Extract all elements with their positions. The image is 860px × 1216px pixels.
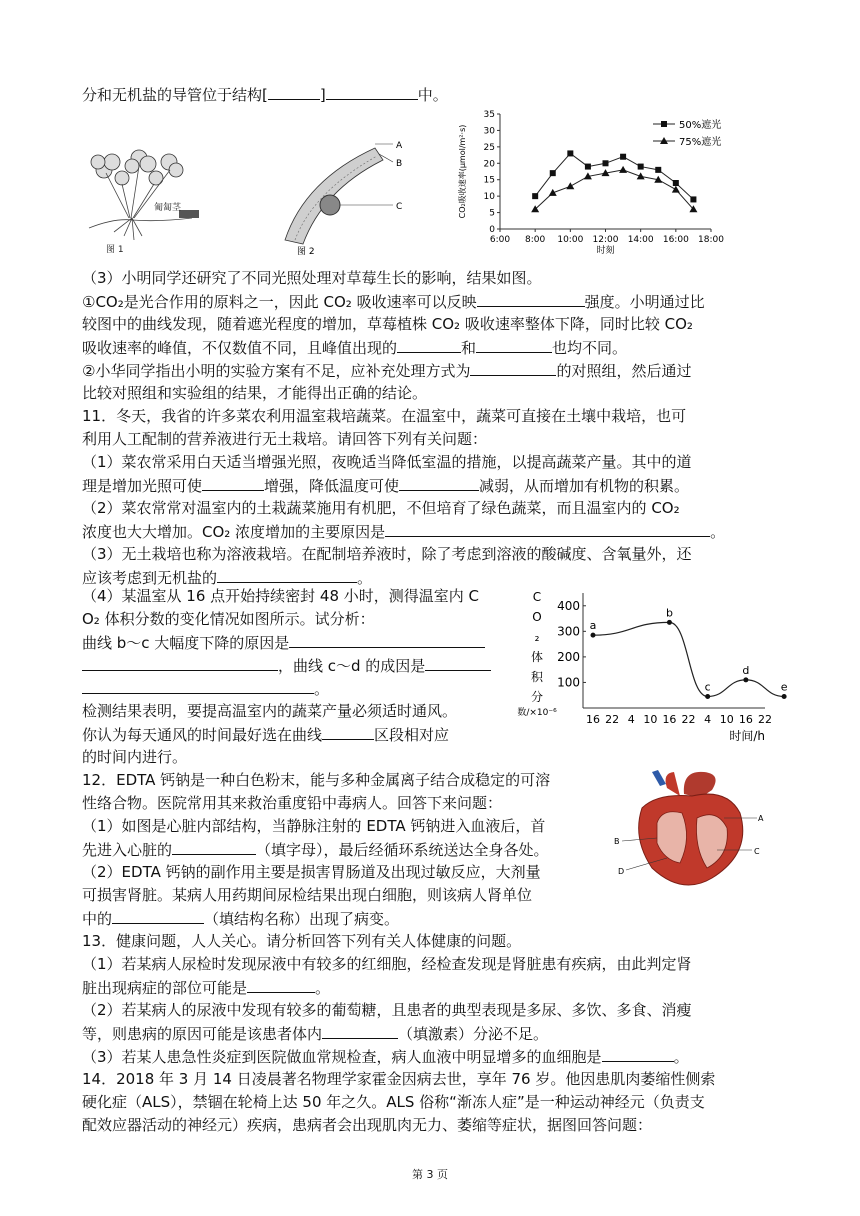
q12-line6 [82, 885, 532, 905]
stem-section-figure [275, 140, 415, 255]
y-axis-label-char: 体 [530, 650, 544, 664]
answer-blank [322, 724, 374, 740]
y-tick-label: 0 [489, 225, 495, 235]
text: （2）菜农常常对温室内的土栽蔬菜施用有机肥，不但培育了绿色蔬菜，而且温室内的 CO₂ [82, 499, 680, 517]
q12-line1 [82, 770, 550, 790]
x-tick-label: 16 [586, 713, 600, 726]
answer-blank [477, 291, 585, 307]
q11-line6 [82, 521, 725, 542]
heart-diagram [612, 768, 772, 898]
answer-blank [112, 908, 204, 924]
curve-point [667, 620, 672, 625]
answer-blank [470, 360, 556, 376]
text: （1）菜农常采用白天适当增强光照，夜晚适当降低室温的措施，以提高蔬菜产量。其中的道 [82, 453, 692, 471]
answer-blank [217, 567, 357, 583]
answer-blank [289, 632, 485, 648]
text: （3）无土栽培也称为溶液栽培。在配制培养液时，除了考虑到溶液的酸碱度、含氧量外，还 [82, 545, 692, 563]
point-label: a [589, 619, 597, 633]
heart-label-b: B [614, 837, 620, 846]
legend-label: 75%遮光 [679, 137, 722, 148]
x-tick-label: 10:00 [557, 235, 584, 245]
q11-line13 [82, 678, 329, 699]
triangle-point [566, 182, 574, 189]
q12-line3 [82, 816, 545, 836]
q12-line7 [82, 908, 399, 929]
q11-line1 [82, 406, 686, 426]
answer-blank [476, 337, 552, 353]
q11-line5 [82, 498, 680, 518]
triangle-point [637, 172, 645, 179]
y-tick-label: 30 [483, 126, 495, 137]
text: 增强，降低温度可使 [264, 477, 400, 495]
x-tick-label: 4 [704, 713, 712, 726]
x-tick-label: 16 [738, 713, 753, 726]
strawberry-plant-figure [84, 148, 214, 253]
x-axis-label: 时刻 [596, 246, 615, 256]
text: ②小华同学指出小明的实验方案有不足，应补充处理方式为 [82, 362, 471, 380]
square-point [585, 164, 591, 170]
text: 等，则患病的原因可能是该患者体内 [82, 1025, 323, 1043]
y-axis-label-char: ₂ [534, 630, 540, 644]
text: 和 [461, 339, 477, 357]
x-tick-label: 12:00 [592, 235, 619, 245]
figure-2-caption: 图 2 [297, 247, 315, 257]
q11-line4 [82, 475, 689, 496]
figure-1-caption: 图 1 [106, 245, 124, 255]
y-tick-label: 200 [557, 649, 580, 664]
text: 14．2018 年 3 月 14 日凌晨著名物理学家霍金因病去世，享年 76 岁。他因患肌肉萎缩性侧索 [82, 1070, 716, 1088]
text: 性络合物。医院常用其来救治重度铅中毒病人。回答下来问题： [82, 794, 503, 812]
y-axis-label: CO₂吸收速率(μmol/m²·s) [458, 124, 467, 219]
q11-line15 [82, 724, 449, 745]
q10-3-line6 [82, 383, 427, 403]
q14-line1 [82, 1069, 715, 1089]
text: 13．健康问题，人人关心。请分析回答下列有关人体健康的问题。 [82, 932, 522, 950]
text: 区段相对应 [374, 726, 450, 744]
text: O₂ 体积分数的变化情况如图所示。试分析： [82, 610, 375, 628]
answer-blank [602, 1046, 674, 1062]
q10-3-line4 [82, 337, 627, 358]
square-point [567, 150, 573, 156]
text: 12．EDTA 钙钠是一种白色粉末，能与多种金属离子结合成稳定的可溶 [82, 771, 551, 789]
curve-point [705, 694, 710, 699]
heart-label-c: C [754, 847, 760, 856]
label-a: A [396, 141, 403, 151]
text: （3）小明同学还研究了不同光照处理对草莓生长的影响，结果如图。 [82, 269, 542, 287]
text: （1）如图是心脏内部结构，当静脉注射的 EDTA 钙钠进入血液后，首 [82, 817, 546, 835]
q11-line12 [82, 655, 491, 676]
text: （填结构名称）出现了病变。 [204, 910, 400, 928]
x-tick-label: 10 [643, 713, 658, 726]
text: 的对照组，然后通过 [556, 362, 692, 380]
text: （2）若某病人的尿液中发现有较多的葡萄糖，且患者的典型表现是多尿、多饮、多食、消瘦 [82, 1001, 692, 1019]
triangle-point [672, 186, 680, 193]
square-point [638, 164, 644, 170]
x-tick-label: 22 [605, 713, 620, 726]
text: 减弱，从而增加有机物的积累。 [479, 477, 690, 495]
q10-3-line2 [82, 291, 705, 312]
q14-line2 [82, 1092, 705, 1112]
y-tick-label: 25 [483, 142, 495, 153]
text: ] [319, 86, 326, 104]
answer-blank [397, 337, 461, 353]
q11-line8 [82, 567, 372, 588]
q10-3-line5 [82, 360, 691, 381]
heart-label-a: A [758, 814, 764, 823]
answer-blank [326, 84, 418, 100]
x-tick-label: 14:00 [627, 235, 654, 245]
text: ，曲线 c～d 的成因是 [278, 657, 426, 675]
co2-curve [593, 622, 784, 696]
label-b: B [396, 159, 403, 169]
q10-line-structure [82, 84, 448, 105]
answer-blank [247, 977, 315, 993]
y-tick-label: 100 [557, 675, 580, 690]
y-axis-label-unit: 数/×10⁻⁶ [517, 708, 557, 718]
text: （填字母），最后经循环系统送达全身各处。 [256, 841, 549, 859]
curve-point [782, 694, 787, 699]
series-line-1 [535, 153, 693, 199]
label-c: C [396, 202, 403, 212]
x-tick-label: 16:00 [662, 235, 689, 245]
x-tick-label: 16 [662, 713, 677, 726]
square-point [655, 167, 661, 173]
answer-blank [425, 655, 491, 671]
text: （4）某温室从 16 点开始持续密封 48 小时，测得温室内 C [82, 587, 480, 605]
q13-line1 [82, 931, 521, 951]
answer-blank [268, 84, 320, 100]
y-tick-label: 35 [483, 110, 495, 120]
text: 应该考虑到无机盐的 [82, 569, 218, 587]
q13-line2 [82, 954, 692, 974]
text: （3）若某人患急性炎症到医院做血常规检查，病人血液中明显增多的血细胞是 [82, 1048, 602, 1066]
y-tick-label: 400 [557, 598, 580, 613]
q12-line5 [82, 862, 541, 882]
text: 硬化症（ALS），禁锢在轮椅上达 50 年之久。ALS 俗称“渐冻人症”是一种运动神经元（负责支 [82, 1093, 705, 1111]
curve-point [743, 677, 748, 682]
heart-label-d: D [618, 867, 625, 876]
y-tick-label: 5 [489, 208, 495, 219]
text: 可损害肾脏。某病人用药期间尿检结果出现白细胞，则该病人肾单位 [82, 886, 533, 904]
q11-line2 [82, 429, 487, 449]
q11-line14 [82, 701, 457, 721]
answer-blank [202, 475, 264, 491]
point-label: b [665, 606, 673, 620]
text: 配效应器活动的神经元）疾病，患病者会出现肌肉无力、萎缩等症状，据图回答问题： [82, 1116, 653, 1134]
co2-absorption-chart [453, 104, 743, 254]
answer-blank [82, 678, 314, 694]
q11-line7 [82, 544, 692, 564]
text: 的时间内进行。 [82, 748, 188, 766]
text: （2）EDTA 钙钠的副作用主要是损害胃肠道及出现过敏反应，大剂量 [82, 863, 541, 881]
x-tick-label: 6:00 [489, 235, 511, 245]
x-tick-label: 10 [719, 713, 734, 726]
q13-line6 [82, 1046, 689, 1067]
y-tick-label: 10 [483, 192, 495, 203]
y-axis-label-char: C [532, 590, 542, 604]
series-line-2 [535, 170, 693, 209]
square-point [673, 180, 679, 186]
y-tick-label: 20 [483, 159, 495, 170]
square-point [603, 160, 609, 166]
square-point [620, 154, 626, 160]
page-number: 第 3 页 [412, 1168, 448, 1181]
square-point [550, 170, 556, 176]
text: 11．冬天，我省的许多菜农利用温室栽培蔬菜。在温室中，蔬菜可直接在土壤中栽培，也可 [82, 407, 687, 425]
q11-line10 [82, 609, 375, 629]
text: 脏出现病症的部位可能是 [82, 979, 248, 997]
x-tick-label: 22 [758, 713, 772, 726]
q11-line9 [82, 586, 479, 606]
text: 利用人工配制的营养液进行无土栽培。请回答下列有关问题： [82, 430, 488, 448]
triangle-point [549, 189, 557, 196]
answer-blank [82, 655, 278, 671]
text: （1）若某病人尿检时发现尿液中有较多的红细胞，经检查发现是肾脏患有疾病，由此判定肾 [82, 955, 692, 973]
text: 强度。小明通过比 [584, 293, 705, 311]
text: 中。 [417, 86, 448, 104]
text: 。 [314, 680, 330, 698]
text: 。 [315, 979, 331, 997]
y-axis-label-char: 积 [530, 670, 544, 684]
text: 浓度也大大增加。CO₂ 浓度增加的主要原因是 [82, 523, 386, 541]
legend-square-marker [661, 121, 667, 127]
y-tick-label: 300 [557, 624, 580, 639]
text: 比较对照组和实验组的结果，才能得出正确的结论。 [82, 384, 428, 402]
y-tick-label: 15 [483, 175, 495, 186]
q14-line3 [82, 1115, 652, 1135]
triangle-point [619, 166, 627, 173]
text: 理是增加光照可使 [82, 477, 203, 495]
q11-line11 [82, 632, 485, 653]
text: 。 [357, 569, 373, 587]
x-tick-label: 22 [681, 713, 696, 726]
q13-line5 [82, 1023, 548, 1044]
point-label: e [780, 680, 788, 694]
q13-line4 [82, 1000, 692, 1020]
answer-blank [399, 475, 479, 491]
answer-blank [172, 839, 256, 855]
point-label: c [704, 680, 711, 694]
answer-blank [322, 1023, 398, 1039]
text: 。 [710, 523, 726, 541]
text: 检测结果表明，要提高温室内的蔬菜产量必须适时通风。 [82, 702, 458, 720]
text: 中的 [82, 910, 113, 928]
text: 。 [673, 1048, 689, 1066]
q13-line3 [82, 977, 330, 998]
q12-line4 [82, 839, 549, 860]
y-axis-label-char: 分 [530, 690, 544, 704]
x-tick-label: 18:00 [698, 235, 724, 245]
co2-fraction-chart [517, 583, 788, 748]
stolon-label: 匍匐茎 [154, 203, 182, 213]
y-axis-label-char: O [532, 610, 542, 624]
text: 分和无机盐的导管位于结构[ [82, 86, 268, 104]
legend-label: 50%遮光 [679, 120, 722, 131]
square-point [532, 193, 538, 199]
point-label: d [742, 663, 750, 677]
text: 先进入心脏的 [82, 841, 173, 859]
text: （填激素）分泌不足。 [398, 1025, 549, 1043]
x-tick-label: 4 [627, 713, 635, 726]
q11-line3 [82, 452, 692, 472]
text: 也均不同。 [552, 339, 628, 357]
text: 你认为每天通风的时间最好选在曲线 [82, 726, 323, 744]
text: 曲线 b～c 大幅度下降的原因是 [82, 634, 290, 652]
x-tick-label: 8:00 [525, 235, 546, 245]
q12-line2 [82, 793, 502, 813]
answer-blank [385, 521, 710, 537]
q10-3-line1 [82, 268, 542, 288]
x-axis-label: 时间/h [729, 729, 765, 743]
square-point [690, 196, 696, 202]
text: 较图中的曲线发现，随着遮光程度的增加，草莓植株 CO₂ 吸收速率整体下降，同时比较 CO₂ [82, 315, 693, 333]
q10-3-line3 [82, 314, 693, 334]
curve-point [591, 633, 596, 638]
q11-line16 [82, 747, 187, 767]
text: 吸收速率的峰值，不仅数值不同，且峰值出现的 [82, 339, 398, 357]
text: ①CO₂是光合作用的原料之一，因此 CO₂ 吸收速率可以反映 [82, 293, 477, 311]
